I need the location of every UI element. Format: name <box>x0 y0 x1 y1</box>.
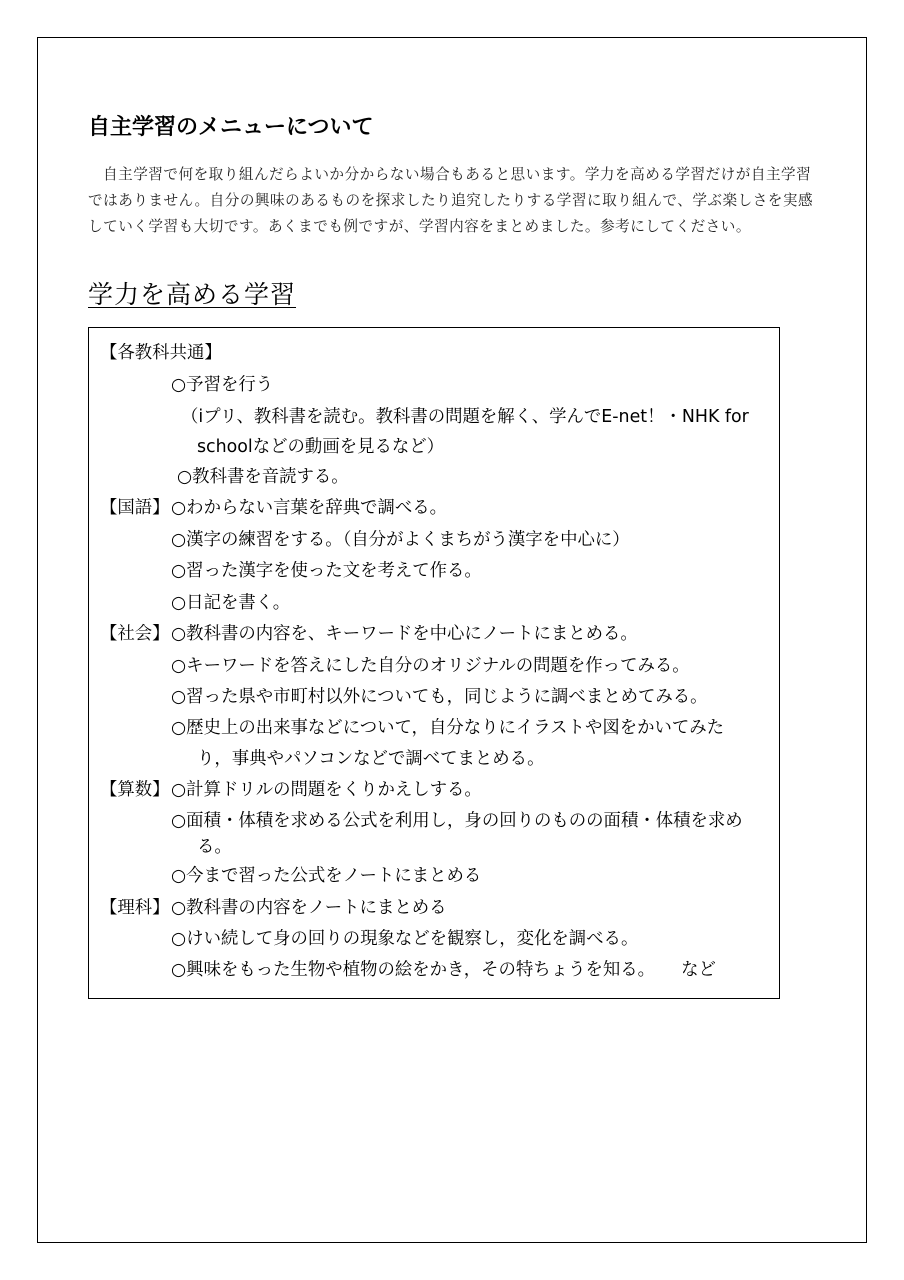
common-item-preview: ○予習を行う <box>171 375 274 395</box>
subject-label-kokugo: 【国語】 <box>100 498 170 518</box>
kokugo-item-3: ○習った漢字を使った文を考えて作る。 <box>171 561 482 581</box>
subject-label-rika: 【理科】 <box>100 898 170 918</box>
rika-item-1: ○教科書の内容をノートにまとめる <box>171 898 447 918</box>
sansu-item-1: ○計算ドリルの問題をくりかえしする。 <box>171 780 482 800</box>
common-item-preview-detail-cont: schoolなどの動画を見るなど） <box>197 437 445 457</box>
shakai-item-1: ○教科書の内容を、キーワードを中心にノートにまとめる。 <box>171 624 638 644</box>
intro-paragraph: 自主学習で何を取り組んだらよいか分からない場合もあると思います。学力を高める学習だけが自主学習ではありません。自分の興味のあるものを探求したり追究したりする学習に取り組んで、学ぶ楽しさを実感していく学習も大切です。あくまでも例ですが、学習内容をまとめました。参考にしてください。 <box>88 166 814 235</box>
subject-label-sansu: 【算数】 <box>100 780 170 800</box>
subject-label-shakai: 【社会】 <box>100 624 170 644</box>
sansu-item-2-cont: る。 <box>197 837 232 857</box>
shakai-item-3: ○習った県や市町村以外についても，同じように調べまとめてみる。 <box>171 687 708 707</box>
section-title: 学力を高める学習 <box>88 280 297 309</box>
shakai-item-4-cont: り，事典やパソコンなどで調べてまとめる。 <box>197 749 545 769</box>
common-item-read-aloud: ○教科書を音読する。 <box>177 467 349 487</box>
shakai-item-4: ○歴史上の出来事などについて，自分なりにイラストや図をかいてみた <box>171 718 725 738</box>
shakai-item-2: ○キーワードを答えにした自分のオリジナルの問題を作ってみる。 <box>171 656 690 676</box>
kokugo-item-4: ○日記を書く。 <box>171 593 291 613</box>
sansu-item-3: ○今まで習った公式をノートにまとめる <box>171 866 482 886</box>
sansu-item-2: ○面積・体積を求める公式を利用し，身の回りのものの面積・体積を求め <box>171 811 743 831</box>
study-menu-box <box>88 327 780 999</box>
subject-label-common: 【各教科共通】 <box>100 343 222 363</box>
common-item-preview-detail: （iプリ、教科書を読む。教科書の問題を解く、学んでE-net！・NHK for <box>181 407 749 427</box>
kokugo-item-1: ○わからない言葉を辞典で調べる。 <box>171 498 448 518</box>
rika-item-2: ○けい続して身の回りの現象などを観察し，変化を調べる。 <box>171 929 639 949</box>
rika-item-3: ○興味をもった生物や植物の絵をかき，その特ちょうを知る。 など <box>171 960 716 980</box>
page-heading: 自主学習のメニューについて <box>88 115 374 140</box>
kokugo-item-2: ○漢字の練習をする。（自分がよくまちがう漢字を中心に） <box>171 530 630 550</box>
